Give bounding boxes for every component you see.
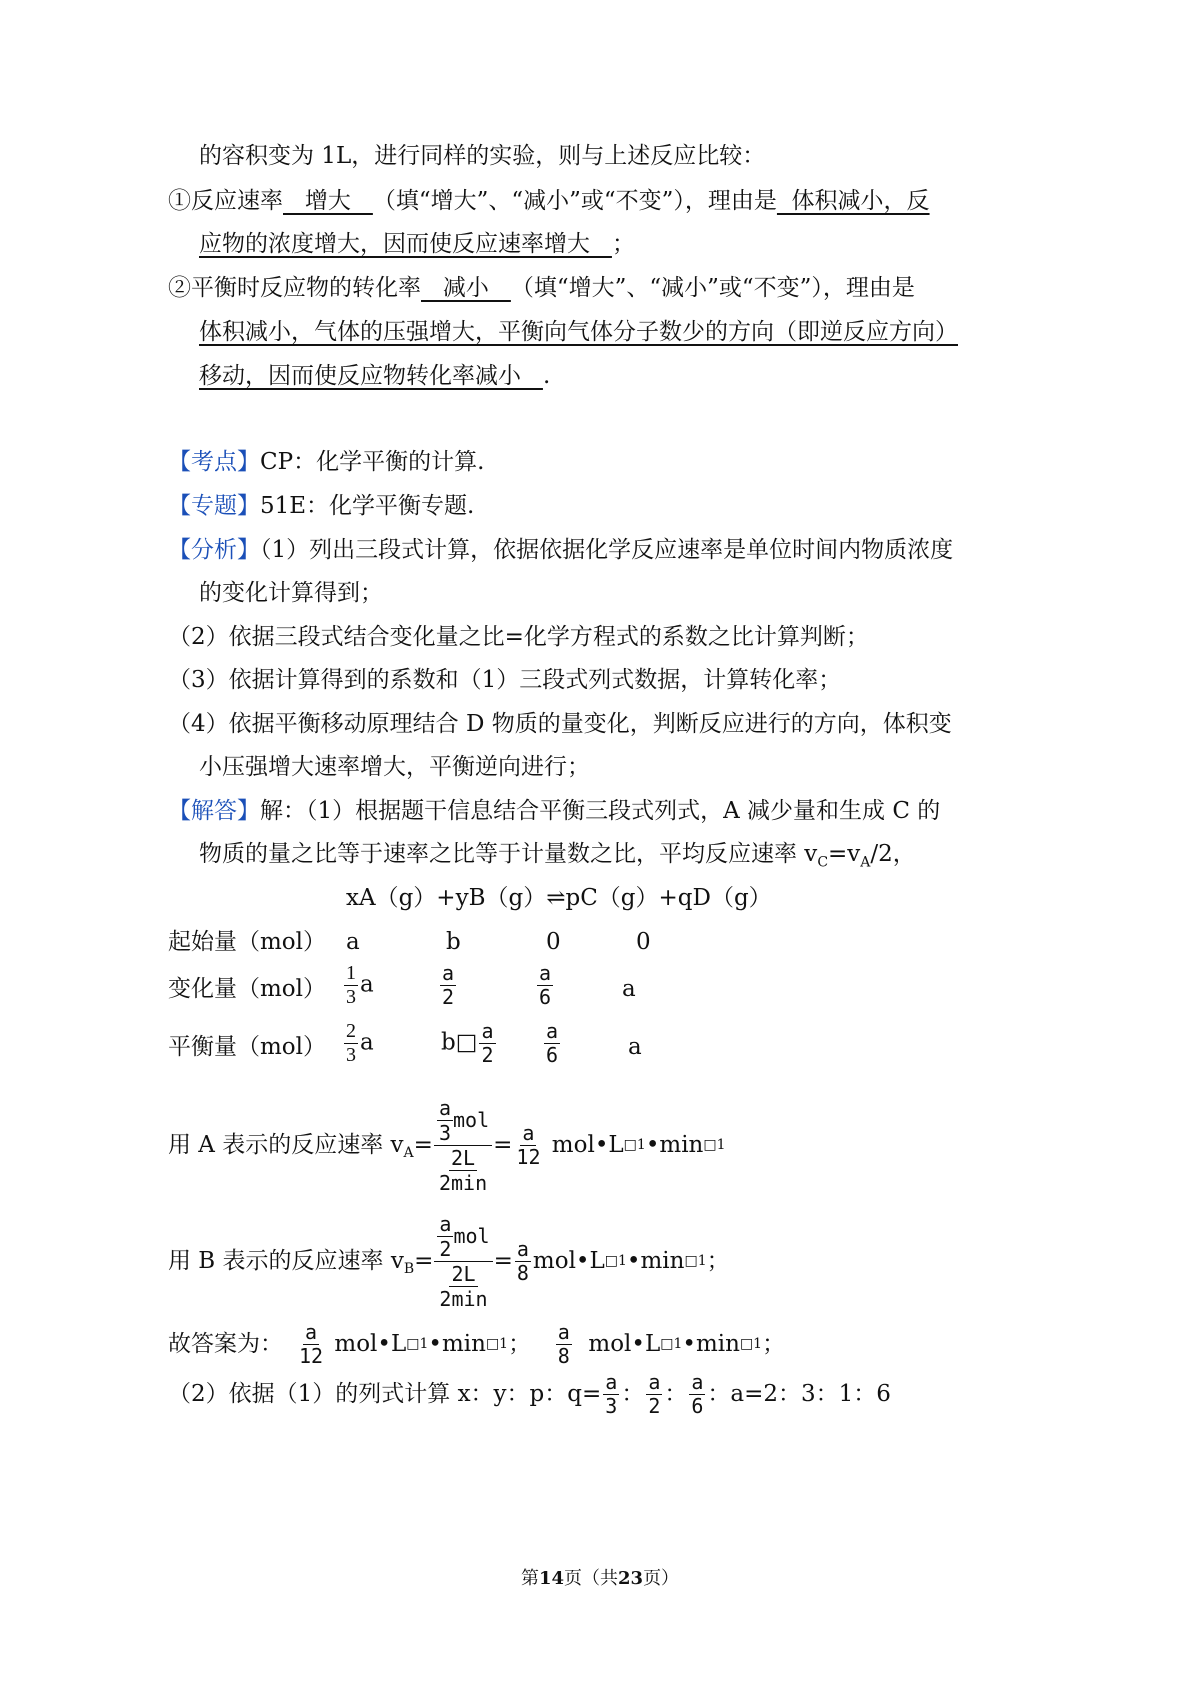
fraction bbox=[537, 962, 553, 1009]
mid-value: 2L bbox=[451, 1261, 476, 1286]
reason-1a: 体积减小，反 bbox=[776, 188, 930, 214]
row-initial-c: 0 bbox=[546, 929, 561, 955]
rate-a-prefix: 用 A 表示的反应速率 v bbox=[168, 1132, 404, 1158]
sup: □1 bbox=[604, 1253, 627, 1269]
denominator: 3 bbox=[346, 986, 356, 1008]
unit: mol bbox=[453, 1108, 490, 1132]
jieda-line-2 bbox=[199, 839, 916, 878]
answer-rate: 增大 bbox=[283, 188, 373, 214]
page-footer bbox=[0, 1567, 1200, 1591]
row-initial-label: 起始量（mol） bbox=[168, 929, 327, 955]
semicolon: ； bbox=[706, 1248, 730, 1274]
semicolon: ； bbox=[762, 1331, 786, 1357]
semicolon: ； bbox=[611, 231, 635, 257]
fraction bbox=[689, 1371, 705, 1418]
jieda-text-2c: /2， bbox=[870, 841, 916, 867]
kaodian-line bbox=[168, 447, 484, 477]
jieda-line-1 bbox=[168, 796, 940, 826]
row-change-b bbox=[438, 962, 458, 1009]
reaction-equation: xA（g）+yB（g）⇌pC（g）+qD（g） bbox=[346, 885, 772, 911]
unit: mol•L bbox=[544, 1132, 624, 1158]
numerator: a bbox=[691, 1369, 704, 1394]
sup: □1 bbox=[485, 1336, 509, 1352]
sup: □1 bbox=[739, 1336, 763, 1352]
row-initial-b: b bbox=[446, 929, 461, 955]
ratio-suffix: ：a=2：3：1：6 bbox=[707, 1381, 891, 1407]
fraction bbox=[344, 1020, 358, 1067]
sub-c: C bbox=[817, 854, 829, 871]
fraction bbox=[437, 1096, 453, 1145]
numerator bbox=[434, 1212, 492, 1262]
equals: = bbox=[414, 1248, 434, 1274]
denominator: 2 bbox=[442, 985, 455, 1009]
sup: □1 bbox=[684, 1253, 707, 1269]
row-equilibrium-b bbox=[441, 1020, 498, 1067]
numerator: a bbox=[648, 1369, 661, 1394]
denominator: 6 bbox=[539, 985, 552, 1009]
tag-zhuanti: 【专题】 bbox=[168, 493, 260, 519]
unit: mol•L bbox=[532, 1248, 605, 1274]
fraction bbox=[344, 962, 358, 1009]
row-equilibrium-d: a bbox=[628, 1034, 642, 1060]
row-equilibrium-c bbox=[542, 1020, 562, 1067]
denominator: 8 bbox=[516, 1260, 529, 1285]
denominator: 2min bbox=[439, 1286, 488, 1311]
fraction bbox=[556, 1321, 572, 1368]
suffix: a bbox=[360, 1029, 374, 1056]
footer-pre: 第 bbox=[520, 1568, 539, 1589]
row-change-d: a bbox=[622, 976, 636, 1002]
jieda-text-1: 解：（1）根据题干信息结合平衡三段式列式，A 减少量和生成 C 的 bbox=[260, 798, 941, 824]
sub: A bbox=[403, 1145, 414, 1161]
numerator: a bbox=[481, 1019, 494, 1043]
numerator: a bbox=[605, 1369, 618, 1394]
row-initial-a: a bbox=[346, 929, 360, 955]
unit: mol•L bbox=[327, 1331, 407, 1357]
complex-fraction bbox=[434, 1212, 492, 1311]
prefix: b□ bbox=[441, 1029, 478, 1056]
fraction bbox=[603, 1371, 619, 1418]
unit-mid: •min bbox=[626, 1248, 685, 1274]
rate-b-line bbox=[168, 1206, 730, 1316]
denominator: 2min bbox=[438, 1170, 488, 1195]
numerator: 1 bbox=[346, 962, 356, 984]
line-1: 的容积变为 1L，进行同样的实验，则与上述反应比较： bbox=[199, 143, 766, 169]
fenxi-text-1: （1）列出三段式计算，依据依据化学反应速率是单位时间内物质浓度 bbox=[260, 537, 954, 563]
fenxi-line-1 bbox=[168, 535, 953, 565]
numerator: a bbox=[546, 1019, 559, 1043]
zhuanti-line bbox=[168, 491, 474, 521]
line-4 bbox=[168, 273, 915, 303]
line-6 bbox=[199, 361, 550, 391]
numerator: a bbox=[305, 1319, 318, 1344]
fenxi-line-2: （2）依据三段式结合变化量之比=化学方程式的系数之比计算判断； bbox=[168, 624, 869, 650]
ratio-prefix: （2）依据（1）的列式计算 x：y：p：q= bbox=[168, 1381, 602, 1407]
denominator: 6 bbox=[546, 1043, 559, 1067]
fraction bbox=[544, 1020, 560, 1067]
mid-value: 2L bbox=[450, 1145, 476, 1170]
fill-hint-2: （填“增大”、“减小”或“不变”），理由是 bbox=[510, 275, 915, 301]
complex-fraction bbox=[434, 1096, 492, 1195]
item-1-label: ①反应速率 bbox=[168, 188, 283, 214]
footer-post: 页） bbox=[643, 1568, 680, 1589]
ratio-line bbox=[168, 1366, 891, 1422]
numerator bbox=[434, 1096, 492, 1146]
fill-hint-1: （填“增大”、“减小”或“不变”），理由是 bbox=[372, 188, 777, 214]
row-change-label: 变化量（mol） bbox=[168, 976, 327, 1002]
kaodian-text: CP：化学平衡的计算. bbox=[260, 449, 485, 475]
row-equilibrium-label: 平衡量（mol） bbox=[168, 1034, 327, 1060]
period: . bbox=[542, 363, 551, 389]
result-fraction bbox=[515, 1238, 531, 1285]
unit-mid: •min bbox=[645, 1132, 704, 1158]
denominator: 2 bbox=[439, 1236, 452, 1261]
rate-b-prefix: 用 B 表示的反应速率 v bbox=[168, 1248, 404, 1274]
numerator: a bbox=[516, 1236, 529, 1261]
item-2-label: ②平衡时反应物的转化率 bbox=[168, 275, 421, 301]
tag-kaodian: 【考点】 bbox=[168, 449, 260, 475]
fenxi-line-3: （3）依据计算得到的系数和（1）三段式列式数据，计算转化率； bbox=[168, 667, 842, 693]
separator: ； bbox=[508, 1331, 546, 1357]
unit-mid: •min bbox=[428, 1331, 486, 1357]
numerator: 2 bbox=[346, 1020, 356, 1042]
page-total: 23 bbox=[618, 1568, 644, 1589]
page-number: 14 bbox=[538, 1568, 564, 1589]
tag-fenxi: 【分析】 bbox=[168, 537, 260, 563]
fraction bbox=[479, 1020, 495, 1067]
denominator: 6 bbox=[691, 1393, 704, 1418]
fraction bbox=[297, 1321, 325, 1368]
row-initial-d: 0 bbox=[636, 929, 651, 955]
fenxi-line-1b: 的变化计算得到； bbox=[199, 580, 383, 606]
suffix: a bbox=[360, 971, 374, 998]
colon: ： bbox=[664, 1381, 688, 1407]
sup: □1 bbox=[703, 1137, 726, 1153]
reason-2a: 体积减小，气体的压强增大，平衡向气体分子数少的方向（即逆反应方向） bbox=[199, 319, 958, 345]
tag-jieda: 【解答】 bbox=[168, 798, 260, 824]
answer-prefix: 故答案为： bbox=[168, 1331, 283, 1357]
denominator: 3 bbox=[346, 1044, 356, 1066]
denominator: 3 bbox=[605, 1393, 618, 1418]
equals: = bbox=[493, 1132, 513, 1158]
equals: = bbox=[493, 1248, 513, 1274]
denominator: 12 bbox=[516, 1144, 541, 1169]
numerator: a bbox=[442, 961, 455, 985]
sub-a: A bbox=[860, 854, 871, 871]
fraction bbox=[437, 1212, 453, 1261]
numerator: a bbox=[522, 1120, 535, 1145]
sup: □1 bbox=[406, 1336, 429, 1352]
fraction bbox=[646, 1371, 662, 1418]
denominator: 12 bbox=[299, 1343, 324, 1368]
row-change-a bbox=[342, 962, 374, 1009]
reason-1b: 应物的浓度增大，因而使反应速率增大 bbox=[199, 231, 612, 257]
fraction bbox=[440, 962, 456, 1009]
denominator: 3 bbox=[438, 1120, 451, 1145]
unit: mol•L bbox=[573, 1331, 661, 1357]
row-equilibrium-a bbox=[342, 1020, 374, 1067]
jieda-text-2b: =v bbox=[828, 841, 861, 867]
answer-conversion: 减小 bbox=[421, 275, 511, 301]
numerator: a bbox=[439, 1211, 452, 1236]
reason-2b: 移动，因而使反应物转化率减小 bbox=[199, 363, 543, 389]
answer-line bbox=[168, 1316, 785, 1372]
colon: ： bbox=[621, 1381, 645, 1407]
line-2 bbox=[168, 186, 930, 216]
numerator: a bbox=[438, 1095, 451, 1120]
sub: B bbox=[403, 1261, 415, 1277]
sup: □1 bbox=[623, 1137, 646, 1153]
jieda-text-2: 物质的量之比等于速率之比等于计量数之比，平均反应速率 v bbox=[199, 841, 818, 867]
numerator: a bbox=[557, 1319, 570, 1344]
numerator: a bbox=[539, 961, 552, 985]
line-3 bbox=[199, 229, 635, 259]
rate-a-line bbox=[168, 1090, 726, 1200]
row-change-c bbox=[535, 962, 555, 1009]
footer-mid: 页（共 bbox=[564, 1568, 618, 1589]
denominator: 2 bbox=[648, 1393, 661, 1418]
zhuanti-text: 51E：化学平衡专题. bbox=[260, 493, 475, 519]
fenxi-line-4: （4）依据平衡移动原理结合 D 物质的量变化，判断反应进行的方向，体积变 bbox=[168, 711, 952, 737]
unit: mol bbox=[453, 1224, 490, 1248]
unit-mid: •min bbox=[682, 1331, 740, 1357]
fenxi-line-4b: 小压强增大速率增大，平衡逆向进行； bbox=[199, 754, 590, 780]
result-fraction bbox=[514, 1122, 542, 1169]
denominator: 2 bbox=[481, 1043, 494, 1067]
sup: □1 bbox=[660, 1336, 683, 1352]
equals: = bbox=[413, 1132, 433, 1158]
denominator: 8 bbox=[557, 1343, 570, 1368]
